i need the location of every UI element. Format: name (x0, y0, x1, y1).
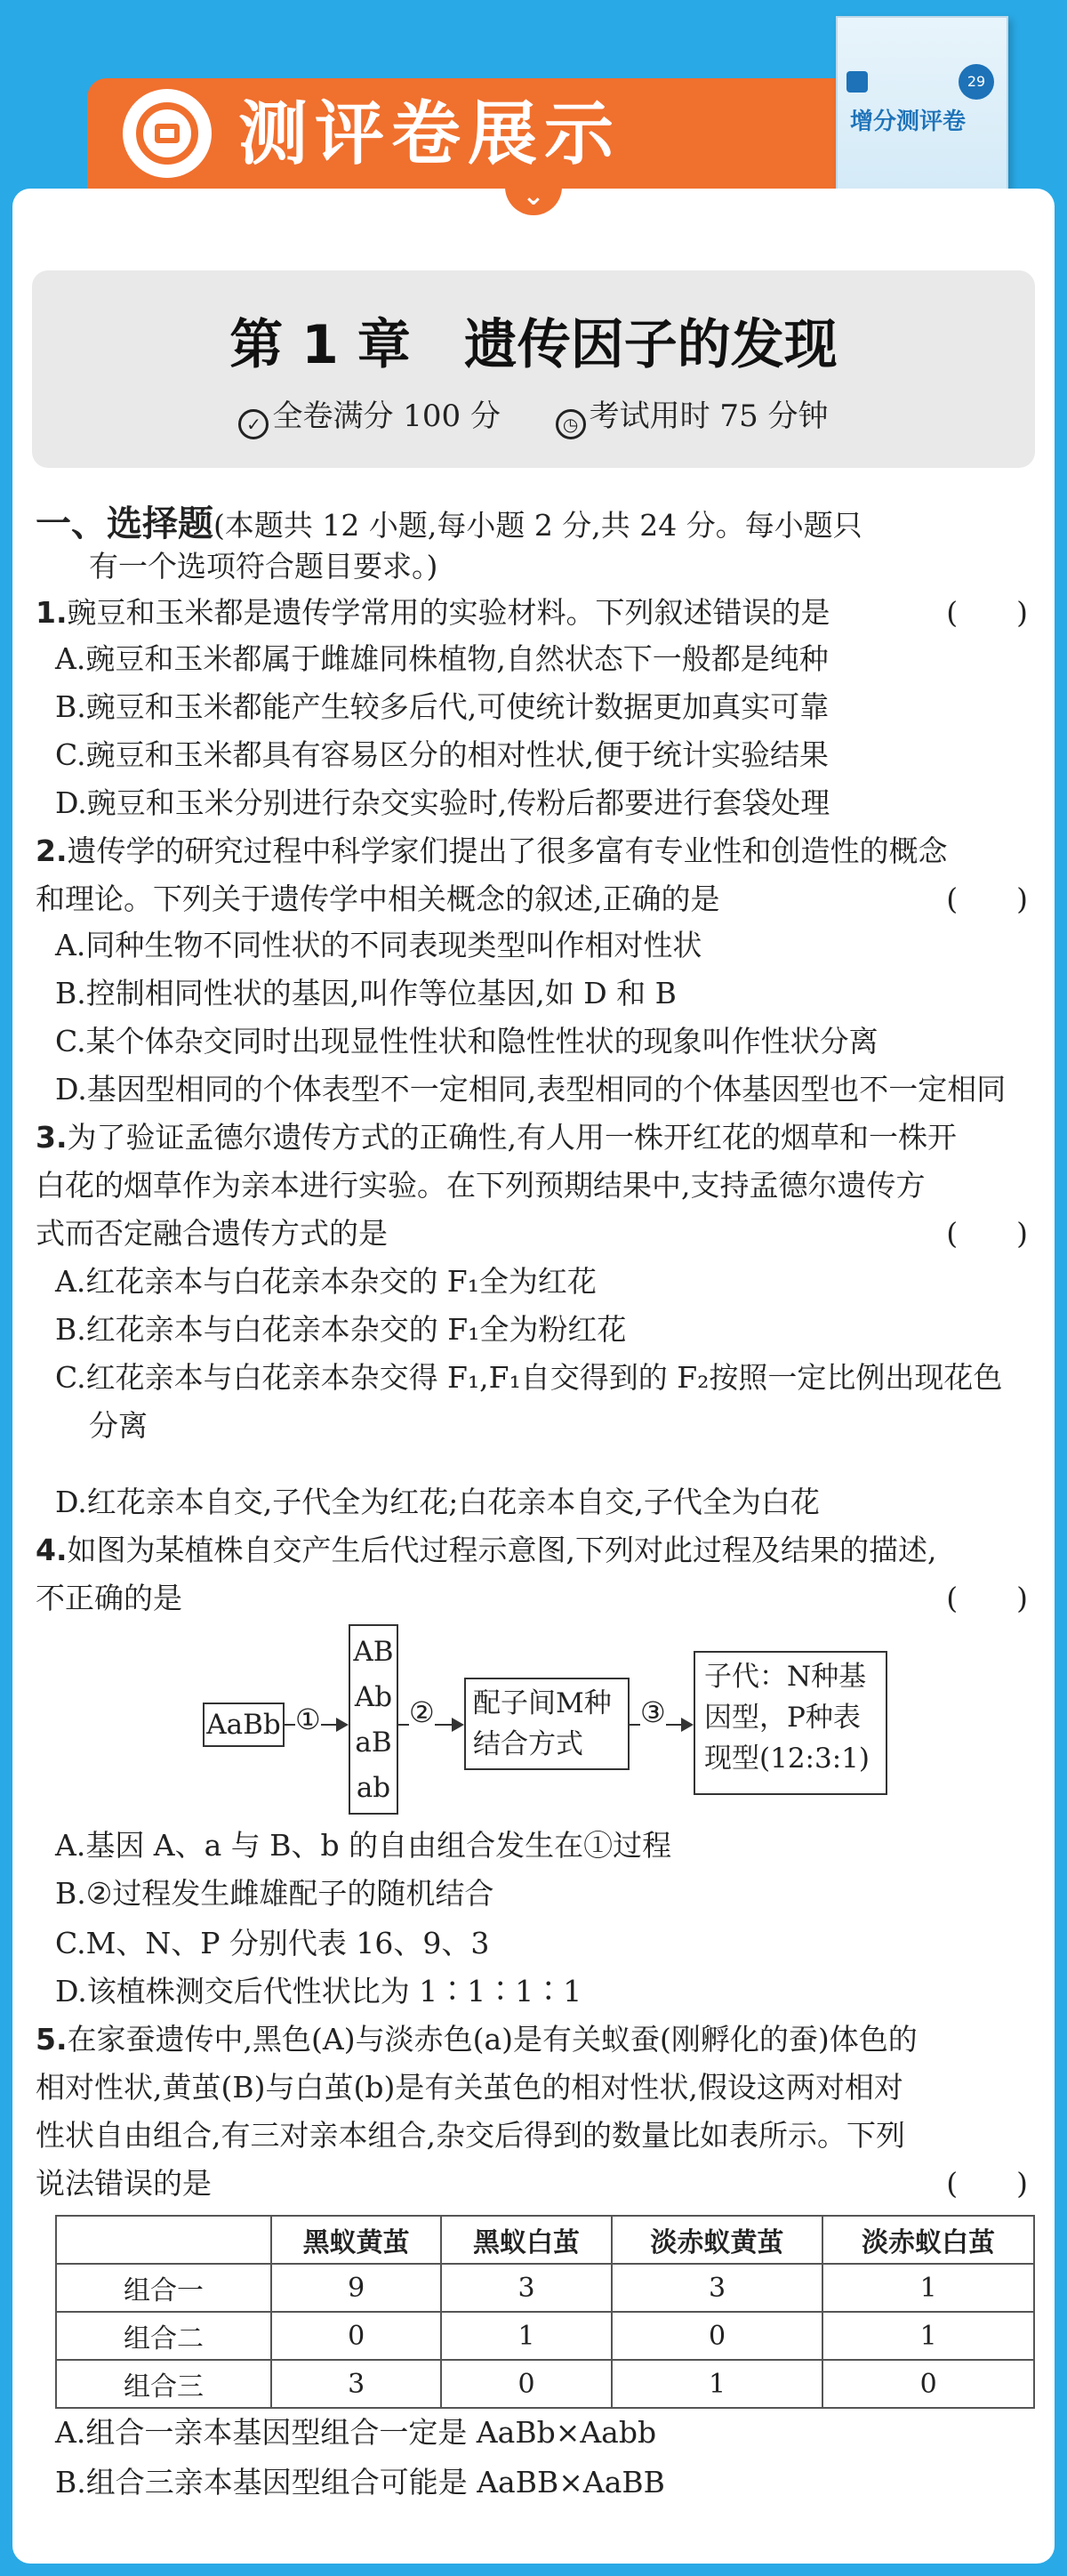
check-icon: ✓ (238, 409, 269, 439)
option: B.组合三亲本基因型组合可能是 AaBB×AaBB (55, 2465, 665, 2500)
question-5-cont: 说法错误的是 (36, 2166, 212, 2201)
option: A.基因 A、a 与 B、b 的自由组合发生在①过程 (55, 1828, 672, 1863)
exam-paper-icon (123, 89, 212, 178)
step-3: ③ (640, 1695, 666, 1729)
gamete: Ab (354, 1681, 393, 1713)
table-header (56, 2216, 271, 2264)
option: D.红花亲本自交,子代全为红花;白花亲本自交,子代全为白花 (55, 1485, 820, 1519)
option: C.M、N、P 分别代表 16、9、3 (55, 1926, 490, 1960)
question-3: 3.为了验证孟德尔遗传方式的正确性,有人用一株开红花的烟草和一株开 (36, 1120, 957, 1155)
section-desc: (本题共 12 小题,每小题 2 分,共 24 分。每小题只 (213, 508, 862, 543)
step-1: ① (295, 1703, 321, 1736)
table-cell: 9 (271, 2264, 441, 2312)
book-brand: 测评卷 (896, 109, 967, 135)
table-cell: 组合一 (56, 2264, 271, 2312)
diagram-gametes (349, 1624, 398, 1815)
table-header: 淡赤蚁白茧 (822, 2216, 1034, 2264)
option: A.同种生物不同性状的不同表现类型叫作相对性状 (55, 928, 702, 962)
option: A.豌豆和玉米都属于雌雄同株植物,自然状态下一般都是纯种 (55, 641, 829, 676)
table-header: 淡赤蚁黄茧 (612, 2216, 823, 2264)
option: A.组合一亲本基因型组合一定是 AaBb×Aabb (55, 2415, 657, 2450)
option: B.控制相同性状的基因,叫作等位基因,如 D 和 B (55, 976, 677, 1010)
question-5-cont: 相对性状,黄茧(B)与白茧(b)是有关茧色的相对性状,假设这两对相对 (36, 2070, 903, 2105)
option: B.②过程发生雌雄配子的随机结合 (55, 1876, 494, 1911)
question-3-cont: 白花的烟草作为亲本进行实验。在下列预期结果中,支持孟德尔遗传方 (36, 1168, 926, 1203)
option: D.豌豆和玉米分别进行杂交实验时,传粉后都要进行套袋处理 (55, 785, 830, 820)
full-score: 全卷满分 100 分 (272, 398, 501, 434)
option: C.红花亲本与白花亲本杂交得 F₁,F₁自交得到的 F₂按照一定比例出现花色 (55, 1360, 1003, 1395)
gamete: ab (356, 1772, 391, 1804)
table-cell: 组合二 (56, 2312, 271, 2360)
option-cont: 分离 (89, 1408, 148, 1443)
diagram-combine: 配子间M种 结合方式 (464, 1678, 630, 1770)
question-5: 5.在家蚕遗传中,黑色(A)与淡赤色(a)是有关蚁蚕(刚孵化的蚕)体色的 (36, 2022, 918, 2057)
option: D.该植株测交后代性状比为 1∶1∶1∶1 (55, 1974, 582, 2008)
gamete: aB (355, 1727, 392, 1759)
banner-title: 测评卷展示 (238, 94, 622, 174)
answer-blank: ( ) (946, 1216, 1028, 1251)
table-header: 黑蚁黄茧 (271, 2216, 441, 2264)
table-cell: 组合三 (56, 2360, 271, 2408)
table-cell: 0 (271, 2312, 441, 2360)
table-cell: 1 (441, 2312, 611, 2360)
option: A.红花亲本与白花亲本杂交的 F₁全为红花 (55, 1264, 597, 1299)
question-1: 1.豌豆和玉米都是遗传学常用的实验材料。下列叙述错误的是 (36, 595, 830, 630)
question-2: 2.遗传学的研究过程中科学家们提出了很多富有专业性和创造性的概念 (36, 833, 948, 868)
question-2-cont: 和理论。下列关于遗传学中相关概念的叙述,正确的是 (36, 881, 720, 916)
clock-icon: ◷ (556, 409, 586, 439)
table-row (56, 2312, 1034, 2360)
gamete: AB (353, 1636, 394, 1668)
question-5-cont: 性状自由组合,有三对亲本组合,杂交后得到的数量比如表所示。下列 (36, 2118, 905, 2153)
table-cell: 1 (822, 2264, 1034, 2312)
option: C.豌豆和玉米都具有容易区分的相对性状,便于统计实验结果 (55, 737, 830, 772)
book-badge: 29 (959, 64, 994, 100)
exam-meta (0, 391, 1067, 439)
table-header-row (56, 2216, 1034, 2264)
answer-blank: ( ) (946, 2166, 1028, 2201)
table-cell: 3 (271, 2360, 441, 2408)
logo-icon (846, 71, 868, 93)
table-header: 黑蚁白茧 (441, 2216, 611, 2264)
answer-blank: ( ) (946, 881, 1028, 916)
table-row (56, 2264, 1034, 2312)
table-cell: 1 (822, 2312, 1034, 2360)
section-desc-cont: 有一个选项符合题目要求。) (89, 549, 438, 584)
step-2: ② (409, 1695, 435, 1729)
option: B.红花亲本与白花亲本杂交的 F₁全为粉红花 (55, 1312, 627, 1347)
exam-time: 考试用时 75 分钟 (589, 398, 829, 434)
diagram-offspring: 子代：N种基 因型，P种表 现型(12:3:1) (694, 1651, 887, 1795)
table-row (56, 2360, 1034, 2408)
option: C.某个体杂交同时出现显性性状和隐性性状的现象叫作性状分离 (55, 1024, 878, 1059)
data-table (55, 2215, 1035, 2409)
table-cell: 1 (612, 2360, 823, 2408)
question-3-cont: 式而否定融合遗传方式的是 (36, 1216, 388, 1251)
question-4: 4.如图为某植株自交产生后代过程示意图,下列对此过程及结果的描述, (36, 1533, 937, 1567)
table-cell: 0 (822, 2360, 1034, 2408)
chapter-title: 第 1 章 遗传因子的发现 (229, 314, 838, 376)
chevron-down-icon: ⌄ (505, 176, 562, 215)
question-4-cont: 不正确的是 (36, 1581, 182, 1615)
table-cell: 0 (441, 2360, 611, 2408)
diagram-parent: AaBb (203, 1703, 285, 1747)
section-heading: 一、选择题(本题共 12 小题,每小题 2 分,共 24 分。每小题只 (36, 503, 862, 544)
option: B.豌豆和玉米都能产生较多后代,可使统计数据更加真实可靠 (55, 689, 830, 724)
table-cell: 3 (441, 2264, 611, 2312)
option: D.基因型相同的个体表型不一定相同,表型相同的个体基因型也不一定相同 (55, 1072, 1007, 1107)
answer-blank: ( ) (946, 595, 1028, 630)
answer-blank: ( ) (946, 1581, 1028, 1615)
book-prefix: 增分 (850, 109, 897, 135)
table-cell: 0 (612, 2312, 823, 2360)
table-cell: 3 (612, 2264, 823, 2312)
